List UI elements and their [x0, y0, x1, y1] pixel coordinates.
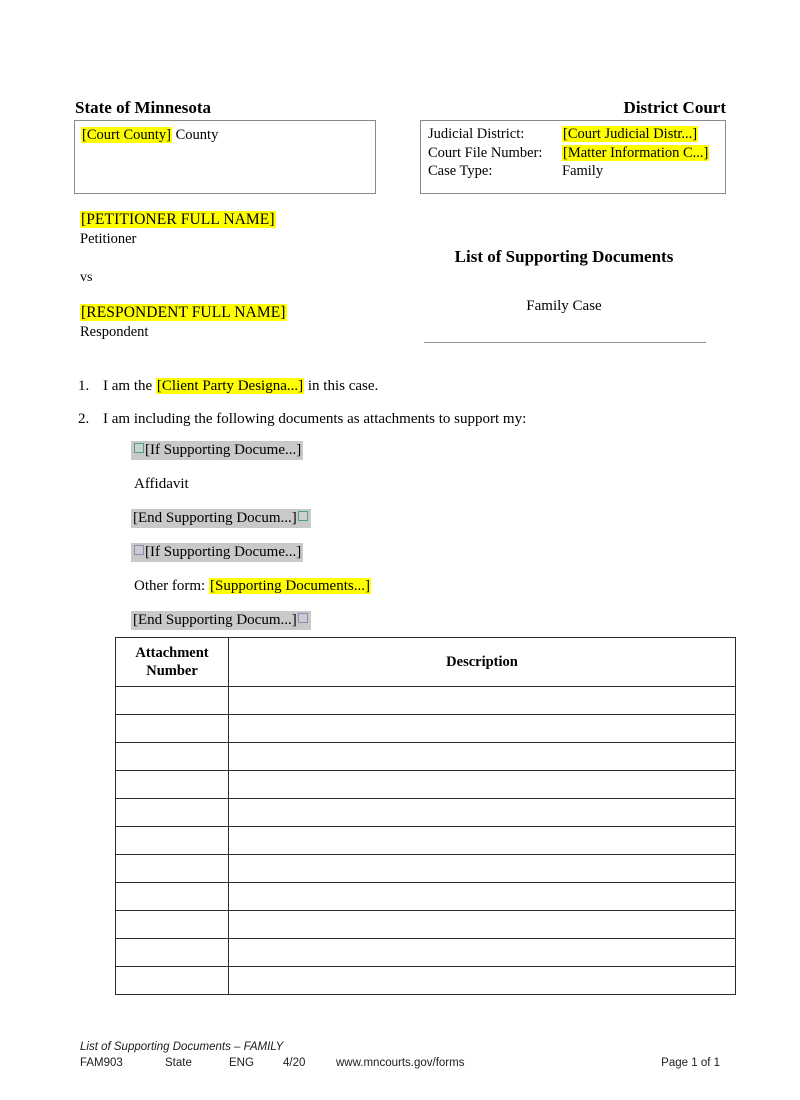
cell-attachment-number[interactable] [116, 855, 229, 883]
court-file-number-label: Court File Number: [428, 145, 543, 161]
table-row[interactable] [116, 799, 736, 827]
case-type-row [428, 162, 719, 181]
cell-description[interactable] [229, 743, 736, 771]
conditional-square-icon [298, 613, 308, 623]
county-box[interactable] [74, 120, 376, 194]
list-item [78, 409, 718, 429]
list-item [78, 376, 718, 396]
conditional-square-icon [134, 545, 144, 555]
judicial-district-label: Judicial District: [428, 126, 525, 142]
table-row[interactable] [116, 827, 736, 855]
cell-description[interactable] [229, 827, 736, 855]
footer-form-code: FAM903 [80, 1057, 123, 1069]
footer-url[interactable]: www.mncourts.gov/forms [336, 1057, 465, 1069]
item-text [103, 376, 718, 396]
table-row[interactable] [116, 939, 736, 967]
cell-attachment-number[interactable] [116, 827, 229, 855]
conditional-close-1-text: [End Supporting Docum...] [133, 510, 297, 526]
numbered-items [78, 376, 718, 442]
table-row[interactable] [116, 883, 736, 911]
item-1-text-before: I am the [103, 378, 156, 394]
petitioner-name-field[interactable]: [PETITIONER FULL NAME] [81, 211, 275, 228]
cell-description[interactable] [229, 883, 736, 911]
cell-attachment-number[interactable] [116, 771, 229, 799]
judicial-district-field[interactable]: [Court Judicial Distr...] [563, 126, 698, 142]
conditional-open-1[interactable] [131, 440, 731, 460]
cell-description[interactable] [229, 715, 736, 743]
footer-page-number: Page 1 of 1 [661, 1057, 720, 1069]
versus-label: vs [80, 270, 93, 285]
case-type-value: Family [562, 163, 604, 179]
attachment-number-line-1: Attachment [135, 645, 209, 661]
respondent-name-field[interactable]: [RESPONDENT FULL NAME] [81, 304, 286, 321]
column-header-attachment-number [116, 638, 229, 687]
cell-description[interactable] [229, 687, 736, 715]
footer-language: ENG [229, 1057, 254, 1069]
conditional-square-icon [134, 443, 144, 453]
affidavit-label: Affidavit [134, 476, 189, 492]
page-title: List of Supporting Documents [454, 247, 674, 266]
cell-attachment-number[interactable] [116, 743, 229, 771]
table-row[interactable] [116, 855, 736, 883]
attachment-table [115, 637, 736, 995]
cell-attachment-number[interactable] [116, 799, 229, 827]
court-file-number-field[interactable]: [Matter Information C...] [563, 145, 709, 161]
caption-right-column [420, 98, 726, 194]
cell-description[interactable] [229, 799, 736, 827]
case-type-label: Case Type: [428, 163, 493, 179]
county-suffix-label: County [175, 127, 219, 143]
item-number: 2. [78, 411, 90, 427]
conditional-blocks [131, 440, 731, 644]
other-form-label: Other form: [134, 578, 209, 594]
table-row[interactable] [116, 771, 736, 799]
judicial-district-row [428, 125, 719, 144]
cell-attachment-number[interactable] [116, 967, 229, 995]
cell-description[interactable] [229, 855, 736, 883]
footer-scope: State [165, 1057, 192, 1069]
court-info-box [420, 120, 726, 194]
cell-description[interactable] [229, 967, 736, 995]
conditional-open-1-text: [If Supporting Docume...] [145, 442, 302, 458]
page-subtitle: Family Case [526, 298, 602, 314]
court-file-number-row [428, 144, 719, 162]
respondent-role-label: Respondent [80, 324, 149, 340]
caption-left-column [74, 98, 376, 194]
petitioner-role-label: Petitioner [80, 231, 137, 247]
conditional-open-2[interactable] [131, 542, 731, 562]
title-divider [424, 342, 706, 343]
case-caption [74, 98, 726, 194]
attachment-number-line-2: Number [146, 663, 198, 679]
cell-attachment-number[interactable] [116, 715, 229, 743]
parties-block [80, 210, 390, 342]
item-text: I am including the following documents as attachments to support my: [103, 411, 527, 427]
state-heading: State of Minnesota [75, 98, 211, 117]
item-1-text-after: in this case. [304, 378, 379, 394]
client-party-designation-field[interactable]: [Client Party Designa...] [156, 378, 304, 394]
conditional-close-2[interactable] [131, 610, 731, 630]
footer-revision: 4/20 [283, 1057, 306, 1069]
supporting-documents-field[interactable]: [Supporting Documents...] [209, 578, 370, 594]
table-header-row [116, 638, 736, 687]
table-row[interactable] [116, 911, 736, 939]
table-row[interactable] [116, 743, 736, 771]
cell-attachment-number[interactable] [116, 687, 229, 715]
conditional-close-2-text: [End Supporting Docum...] [133, 612, 297, 628]
table-row[interactable] [116, 715, 736, 743]
column-header-description: Description [229, 638, 736, 687]
district-court-heading: District Court [623, 98, 726, 117]
conditional-close-1[interactable] [131, 508, 731, 528]
table-row[interactable] [116, 687, 736, 715]
cell-description[interactable] [229, 911, 736, 939]
cell-attachment-number[interactable] [116, 883, 229, 911]
conditional-square-icon [298, 511, 308, 521]
cell-attachment-number[interactable] [116, 939, 229, 967]
document-title-block [410, 246, 718, 343]
conditional-open-2-text: [If Supporting Docume...] [145, 544, 302, 560]
other-form-line [134, 576, 731, 596]
cell-description[interactable] [229, 939, 736, 967]
table-row[interactable] [116, 967, 736, 995]
cell-attachment-number[interactable] [116, 911, 229, 939]
page-footer [80, 1041, 720, 1072]
county-placeholder-field[interactable]: [Court County] [82, 127, 172, 143]
cell-description[interactable] [229, 771, 736, 799]
item-number: 1. [78, 378, 90, 394]
attachment-table-body [116, 687, 736, 995]
footer-document-title: List of Supporting Documents – FAMILY [80, 1041, 284, 1053]
